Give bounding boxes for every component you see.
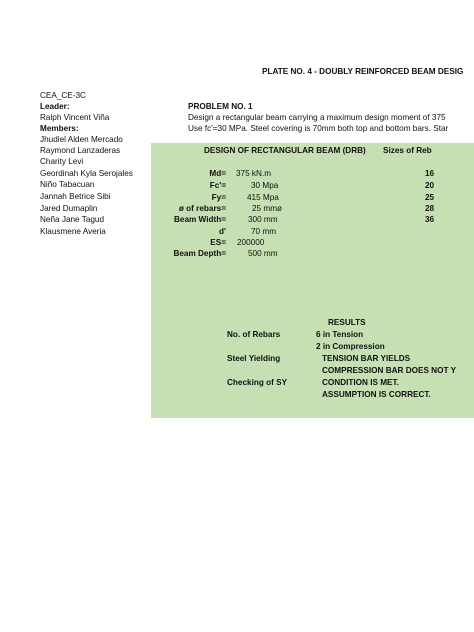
rebars-compression: 2 in Compression <box>316 342 385 351</box>
members-label: Members: <box>40 124 79 133</box>
check-line-2: ASSUMPTION IS CORRECT. <box>322 390 431 399</box>
param-label-beam-width: Beam Width= <box>173 215 226 224</box>
param-label-d-prime: d' <box>219 227 226 236</box>
problem-title: PROBLEM NO. 1 <box>188 102 253 111</box>
param-label-fc: Fc'= <box>209 181 226 190</box>
member-name: Raymond Lanzaderas <box>40 146 121 155</box>
param-value-fc: 30 Mpa <box>251 181 279 190</box>
rebar-size: 16 <box>425 169 435 178</box>
param-value-rebar-dia: 25 mmø <box>252 204 283 213</box>
rebar-size: 28 <box>425 204 435 213</box>
rebar-size: 36 <box>425 215 435 224</box>
member-name: Neña Jane Tagud <box>40 215 105 224</box>
check-label: Checking of SY <box>227 378 288 387</box>
problem-line-1: Design a rectangular beam carrying a maximum design moment of 375 <box>188 113 446 122</box>
sizes-heading: Sizes of Reb <box>383 146 432 155</box>
yield-tension: TENSION BAR YIELDS <box>322 354 411 363</box>
param-value-md: 375 kN.m <box>236 169 272 178</box>
member-name: Charity Levi <box>40 157 84 166</box>
param-value-fy: 415 Mpa <box>247 193 279 202</box>
rebar-size: 25 <box>425 193 435 202</box>
plate-title: PLATE NO. 4 - DOUBLY REINFORCED BEAM DESIG <box>262 67 464 76</box>
yield-label: Steel Yielding <box>227 354 281 363</box>
member-name: Jared Dumaplin <box>40 204 98 213</box>
param-label-beam-depth: Beam Depth= <box>173 249 226 258</box>
member-name: Jhudiel Alden Mercado <box>40 135 123 144</box>
leader-label: Leader: <box>40 102 70 111</box>
rebars-label: No. of Rebars <box>227 330 281 339</box>
section-code: CEA_CE-3C <box>40 91 86 100</box>
param-value-beam-depth: 500 mm <box>248 249 278 258</box>
rebars-tension: 6 in Tension <box>316 330 364 339</box>
param-value-beam-width: 300 mm <box>248 215 278 224</box>
member-name: Klausmene Averia <box>40 227 106 236</box>
member-name: Geordinah Kyla Serojales <box>40 169 133 178</box>
param-value-d-prime: 70 mm <box>251 227 277 236</box>
leader-name: Ralph Vincent Viña <box>40 113 110 122</box>
rebar-size: 20 <box>425 181 435 190</box>
results-heading: RESULTS <box>328 318 366 327</box>
param-label-md: Md= <box>209 169 226 178</box>
member-name: Niño Tabacuan <box>40 180 95 189</box>
param-label-rebar-dia: ø of rebars= <box>178 204 226 213</box>
member-name: Jannah Betrice Sibi <box>40 192 111 201</box>
check-line-1: CONDITION IS MET. <box>322 378 399 387</box>
param-value-es: 200000 <box>237 238 265 247</box>
design-heading: DESIGN OF RECTANGULAR BEAM (DRB) <box>204 146 366 155</box>
param-label-fy: Fy= <box>211 193 226 202</box>
param-label-es: ES= <box>210 238 226 247</box>
yield-compression: COMPRESSION BAR DOES NOT Y <box>322 366 457 375</box>
problem-line-2: Use fc'=30 MPa. Steel covering is 70mm both top and bottom bars. Star <box>188 124 449 133</box>
